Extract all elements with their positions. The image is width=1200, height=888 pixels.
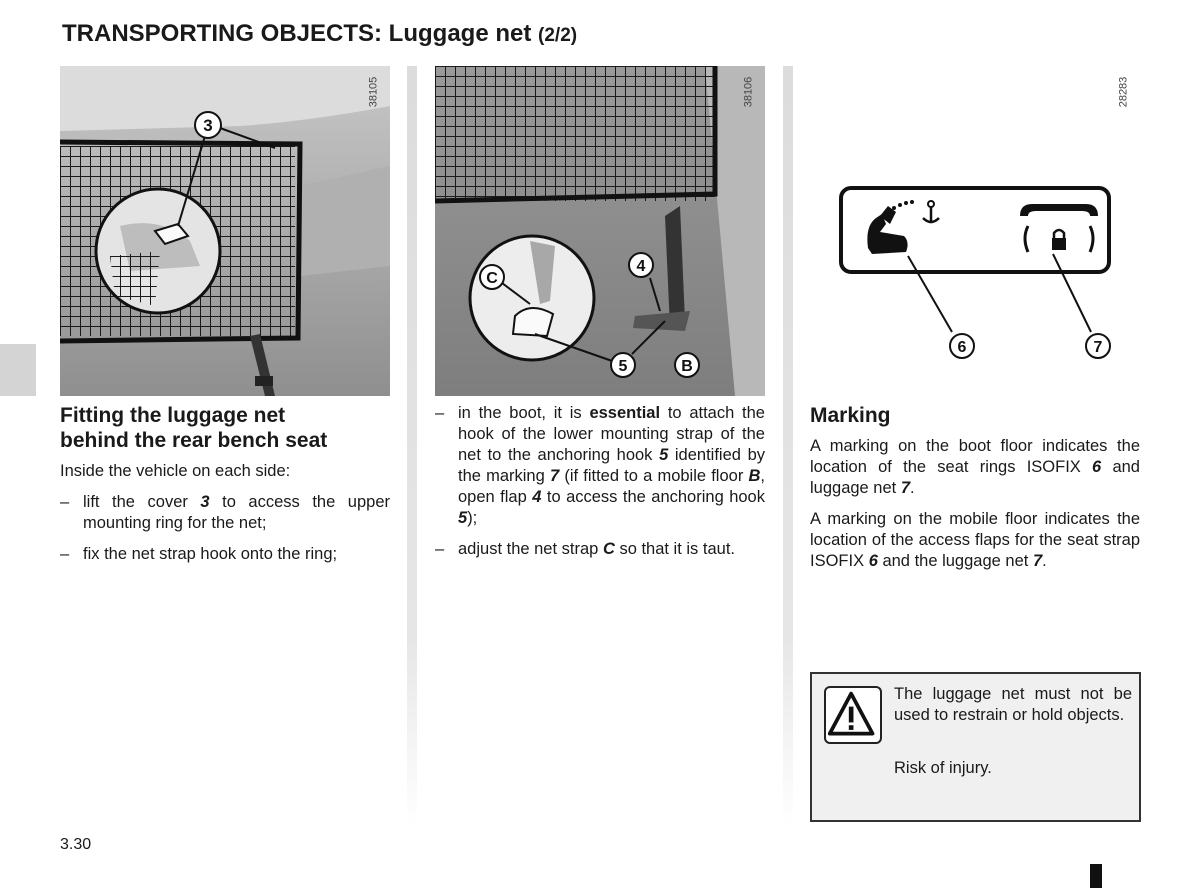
heading-line-1: Fitting the luggage net — [60, 404, 286, 427]
warning-risk-text: Risk of injury. — [894, 759, 992, 777]
list-item: – fix the net strap hook onto the ring; — [60, 545, 338, 563]
list-item: – adjust the net strap C so that it is taut. — [435, 540, 735, 558]
column-separator — [783, 66, 793, 826]
intro-text: Inside the vehicle on each side: — [60, 462, 291, 480]
list-dash: – — [60, 545, 70, 563]
warning-box — [810, 672, 1141, 822]
page-title — [62, 20, 577, 48]
page-number: 3.30 — [60, 836, 92, 853]
figure-anchoring-hook — [435, 66, 765, 396]
page-title-text: TRANSPORTING OBJECTS: Luggage net — [62, 20, 532, 47]
callout-7: 7 — [1093, 339, 1103, 356]
list-item: – lift the cover 3 to access the upper mounting ring for the net; — [60, 493, 390, 532]
callout-c: C — [486, 270, 498, 287]
page-title-suffix: (2/2) — [538, 25, 578, 46]
callout-5: 5 — [618, 358, 628, 375]
warning-triangle-icon — [824, 686, 882, 744]
figure-luggage-net-upper-ring — [60, 66, 390, 396]
callout-4: 4 — [636, 258, 646, 275]
figure-floor-marking — [810, 66, 1140, 396]
list-dash: – — [435, 404, 445, 422]
paragraph: A marking on the boot floor indicates the location of the seat rings ISOFIX 6 and luggage net 7. — [810, 437, 1140, 497]
callout-6: 6 — [957, 339, 967, 356]
section-heading: Marking — [810, 404, 891, 427]
list-dash: – — [435, 540, 445, 558]
figure-number: 28283 — [1117, 76, 1130, 108]
heading-line-2: behind the rear bench seat — [60, 429, 328, 452]
list-dash: – — [60, 493, 70, 511]
figure-number: 38105 — [367, 76, 380, 108]
callout-3: 3 — [203, 116, 213, 135]
callout-b: B — [681, 358, 693, 375]
section-heading — [60, 403, 327, 453]
figure-number: 38106 — [742, 76, 755, 108]
section-end-marker — [1090, 864, 1102, 888]
paragraph: A marking on the mobile floor indicates the location of the access flaps for the seat strap ISOFIX 6 and the luggage net 7. — [810, 510, 1140, 570]
warning-text: The luggage net must not be used to restrain or hold objects. — [894, 685, 1132, 724]
chapter-tab — [0, 344, 36, 396]
list-item: – in the boot, it is essential to attach the hook of the lower mounting strap of the net to the anchoring hook 5 identified by the marking 7 (if fitted to a mobile floor B, open flap 4 to access the anchoring hook 5); — [435, 404, 766, 527]
column-separator — [407, 66, 417, 826]
